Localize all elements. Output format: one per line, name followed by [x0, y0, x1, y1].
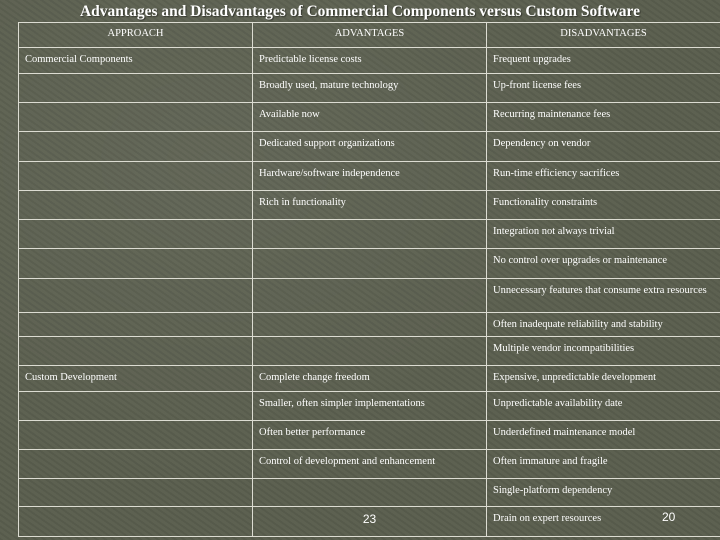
approach-cell [19, 421, 253, 450]
table-row [19, 220, 720, 249]
disadvantage-cell: Expensive, unpredictable development [487, 366, 720, 392]
disadvantage-cell: Unnecessary features that consume extra resources [487, 279, 720, 313]
approach-cell [19, 103, 253, 132]
advantage-cell: 23 [253, 507, 487, 537]
advantage-cell [253, 313, 487, 337]
disadvantage-cell: Dependency on vendor [487, 132, 720, 162]
approach-cell [19, 162, 253, 191]
disadvantage-cell: Often inadequate reliability and stability [487, 313, 720, 337]
table-row [19, 479, 720, 507]
advantage-cell: Rich in functionality [253, 191, 487, 220]
disadvantage-cell: Unpredictable availability date [487, 392, 720, 421]
advantage-cell [253, 337, 487, 366]
table-row [19, 507, 720, 537]
table-row [19, 162, 720, 191]
advantage-cell: Often better performance [253, 421, 487, 450]
approach-cell [19, 479, 253, 507]
advantage-cell [253, 479, 487, 507]
table-row [19, 103, 720, 132]
approach-cell: Commercial Components [19, 48, 253, 74]
advantage-cell: Complete change freedom [253, 366, 487, 392]
approach-cell [19, 220, 253, 249]
table-row [19, 279, 720, 313]
disadvantage-cell: Often immature and fragile [487, 450, 720, 479]
advantage-cell: Available now [253, 103, 487, 132]
disadvantage-cell: Drain on expert resources [487, 507, 720, 537]
table-row [19, 74, 720, 103]
advantage-cell [253, 279, 487, 313]
advantage-cell [253, 220, 487, 249]
approach-cell [19, 313, 253, 337]
table-row [19, 337, 720, 366]
table-row [19, 191, 720, 220]
slide-title: Advantages and Disadvantages of Commercial Components versus Custom Software [79, 3, 640, 20]
disadvantage-cell: Run-time efficiency sacrifices [487, 162, 720, 191]
disadvantage-cell: Single-platform dependency [487, 479, 720, 507]
approach-cell [19, 74, 253, 103]
approach-cell [19, 392, 253, 421]
disadvantage-cell: No control over upgrades or maintenance [487, 249, 720, 279]
header-approach: APPROACH [19, 23, 253, 48]
disadvantage-cell: Functionality constraints [487, 191, 720, 220]
approach-cell [19, 191, 253, 220]
table-header-row [19, 23, 720, 48]
approach-cell [19, 337, 253, 366]
disadvantage-cell: Recurring maintenance fees [487, 103, 720, 132]
approach-cell [19, 507, 253, 537]
table-row [19, 450, 720, 479]
advantage-cell: Control of development and enhancement [253, 450, 487, 479]
table-row [19, 132, 720, 162]
approach-cell [19, 249, 253, 279]
approach-cell [19, 279, 253, 313]
disadvantage-cell: Integration not always trivial [487, 220, 720, 249]
table-row [19, 48, 720, 74]
comparison-table [18, 22, 720, 537]
advantage-cell: Hardware/software independence [253, 162, 487, 191]
advantage-cell: Smaller, often simpler implementations [253, 392, 487, 421]
advantage-cell [253, 249, 487, 279]
advantage-cell: Broadly used, mature technology [253, 74, 487, 103]
approach-cell [19, 450, 253, 479]
table-row [19, 313, 720, 337]
table-row [19, 392, 720, 421]
table-row [19, 249, 720, 279]
table-row [19, 366, 720, 392]
slide-number: 20 [662, 510, 676, 524]
header-advantages: ADVANTAGES [253, 23, 487, 48]
advantage-cell: Predictable license costs [253, 48, 487, 74]
header-disadvantages: DISADVANTAGES [487, 23, 720, 48]
disadvantage-cell: Underdefined maintenance model [487, 421, 720, 450]
advantage-cell: Dedicated support organizations [253, 132, 487, 162]
table-row [19, 421, 720, 450]
disadvantage-cell: Up-front license fees [487, 74, 720, 103]
approach-cell [19, 132, 253, 162]
disadvantage-cell: Multiple vendor incompatibilities [487, 337, 720, 366]
disadvantage-cell: Frequent upgrades [487, 48, 720, 74]
approach-cell: Custom Development [19, 366, 253, 392]
